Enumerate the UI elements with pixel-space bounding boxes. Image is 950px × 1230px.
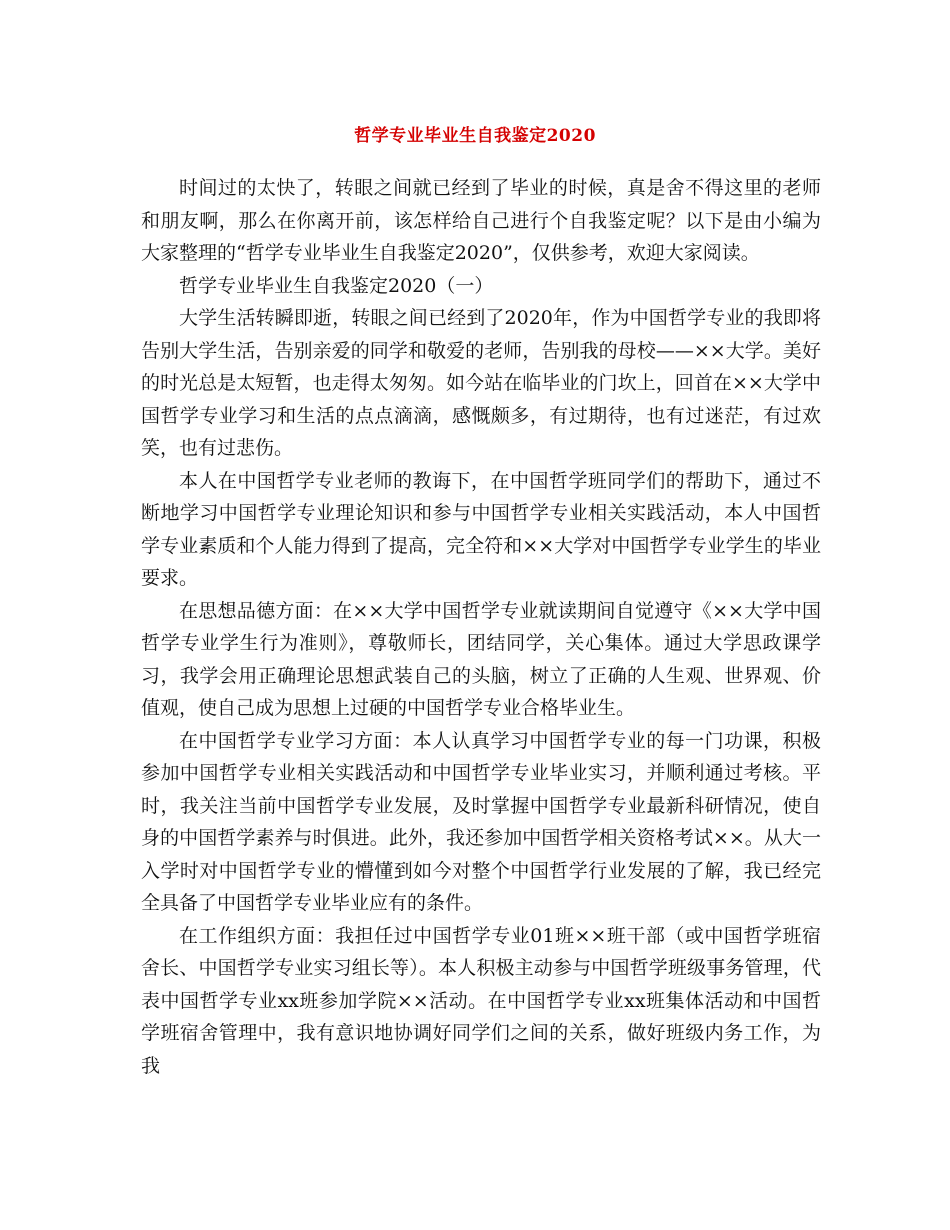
body-paragraph: 在中国哲学专业学习方面：本人认真学习中国哲学专业的每一门功课，积极参加中国哲学专业相关实践活动和中国哲学专业毕业实习，并顺利通过考核。平时，我关注当前中国哲学专业发展，及时掌握中国哲学专业最新科研情况，使自身的中国哲学素养与时俱进。此外，我还参加中国哲学相关资格考试××。从大一入学时对中国哲学专业的懵懂到如今对整个中国哲学行业发展的了解，我已经完全具备了中国哲学专业毕业应有的条件。 <box>141 729 821 914</box>
section-heading: 哲学专业毕业生自我鉴定2020（一） <box>179 274 494 297</box>
body-paragraph: 本人在中国哲学专业老师的教诲下，在中国哲学班同学们的帮助下，通过不断地学习中国哲学专业理论知识和参与中国哲学专业相关实践活动，本人中国哲学专业素质和个人能力得到了提高，完全符和××大学对中国哲学专业学生的毕业要求。 <box>141 469 821 589</box>
document-title: 哲学专业毕业生自我鉴定2020 <box>354 126 596 146</box>
body-paragraph: 在思想品德方面：在××大学中国哲学专业就读期间自觉遵守《××大学中国哲学专业学生行为准则》，尊敬师长，团结同学，关心集体。通过大学思政课学习，我学会用正确理论思想武装自己的头脑，树立了正确的人生观、世界观、价值观，使自己成为思想上过硬的中国哲学专业合格毕业生。 <box>141 599 821 719</box>
intro-paragraph: 时间过的太快了，转眼之间就已经到了毕业的时候，真是舍不得这里的老师和朋友啊，那么在你离开前，该怎样给自己进行个自我鉴定呢？以下是由小编为大家整理的“哲学专业毕业生自我鉴定2020”，仅供参考，欢迎大家阅读。 <box>141 177 821 264</box>
document-body <box>141 172 821 1082</box>
body-paragraph: 在工作组织方面：我担任过中国哲学专业01班××班干部（或中国哲学班宿舍长、中国哲学专业实习组长等）。本人积极主动参与中国哲学班级事务管理，代表中国哲学专业xx班参加学院××活动。在中国哲学专业xx班集体活动和中国哲学班宿舍管理中，我有意识地协调好同学们之间的关系，做好班级内务工作，为我 <box>141 924 821 1077</box>
body-paragraph: 大学生活转瞬即逝，转眼之间已经到了2020年，作为中国哲学专业的我即将告别大学生活，告别亲爱的同学和敬爱的老师，告别我的母校——××大学。美好的时光总是太短暂，也走得太匆匆。如今站在临毕业的门坎上，回首在××大学中国哲学专业学习和生活的点点滴滴，感慨颇多，有过期待，也有过迷茫，有过欢笑，也有过悲伤。 <box>141 307 821 459</box>
